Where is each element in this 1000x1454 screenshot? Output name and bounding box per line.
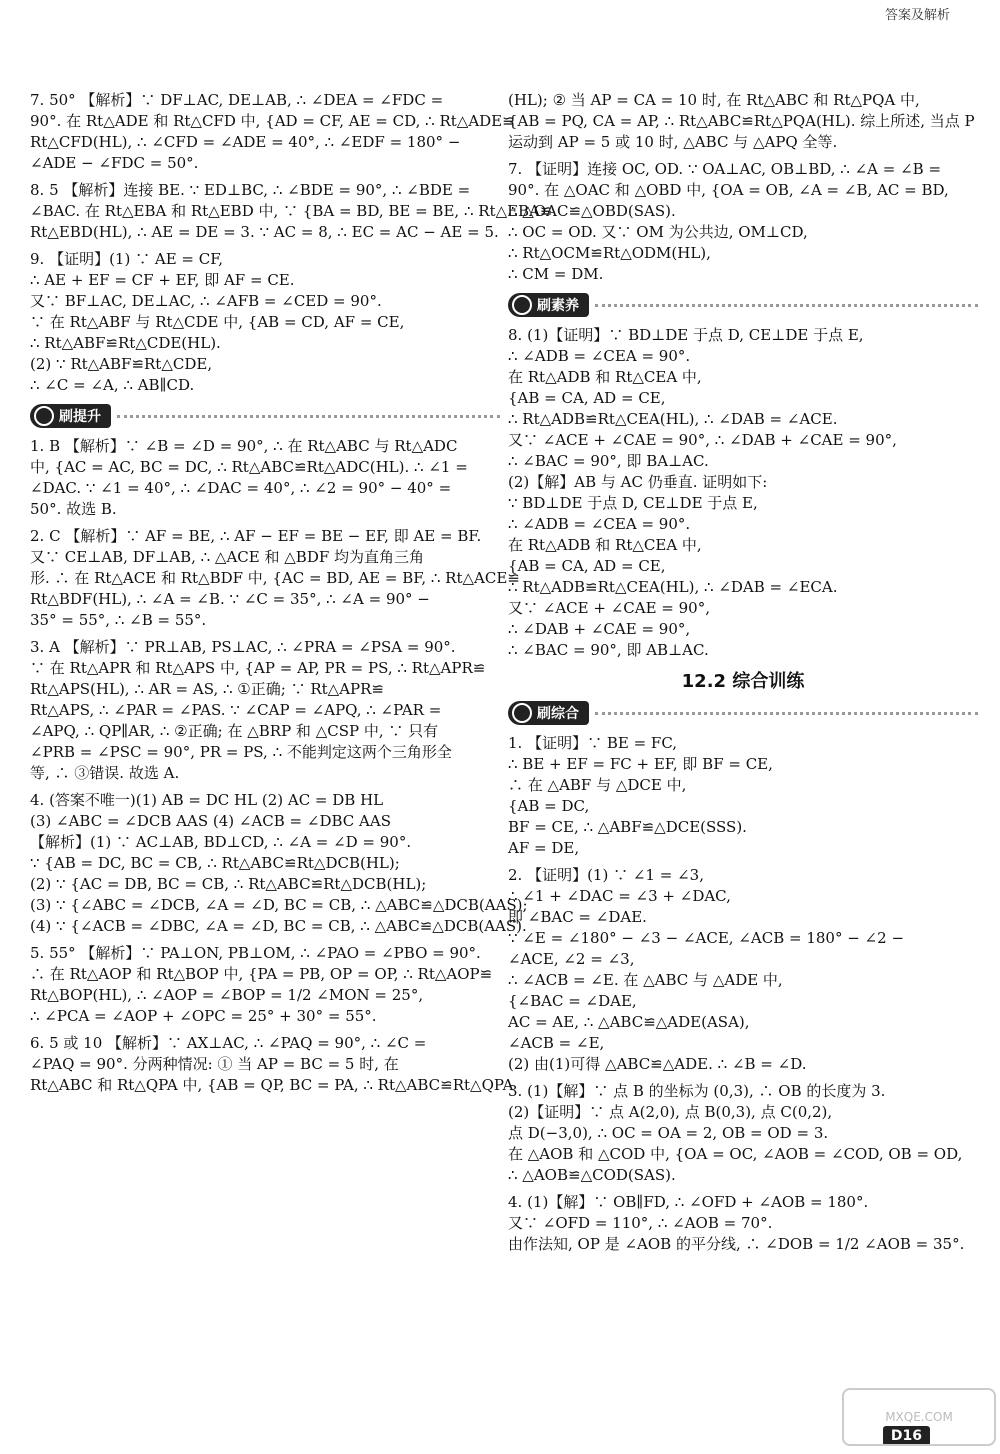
answer-line: 4. (答案不唯一)(1) AB = DC HL (2) AC = DB HL	[30, 791, 384, 809]
answer-line: 在 Rt△ADB 和 Rt△CEA 中,	[508, 368, 702, 386]
answer-line: (3) ∵ {∠ABC = ∠DCB, ∠A = ∠D, BC = CB, ∴ △ABC≌△DCB(AAS);	[30, 896, 528, 914]
answer-line: Rt△ABC 和 Rt△QPA 中, {AB = QP, BC = PA, ∴ Rt△ABC≌Rt△QPA	[30, 1076, 514, 1094]
answer-line: ∴ OC = OD. 又∵ OM 为公共边, OM⊥CD,	[508, 223, 808, 241]
answer-line: ∵ 在 Rt△APR 和 Rt△APS 中, {AP = AP, PR = PS, ∴ Rt△APR≌	[30, 659, 486, 677]
answer-block	[30, 436, 500, 520]
page-header: 答案及解析	[884, 8, 950, 23]
answer-line: ∵ ∠E = ∠180° − ∠3 − ∠ACE, ∠ACB = 180° − ∠2 −	[508, 929, 905, 947]
right-column	[508, 90, 978, 1261]
answer-line: BF = CE, ∴ △ABF≌△DCE(SSS).	[508, 818, 747, 836]
answer-line: ∴ 在 △ABF 与 △DCE 中,	[508, 776, 687, 794]
answer-line: 3. (1)【解】∵ 点 B 的坐标为 (0,3), ∴ OB 的长度为 3.	[508, 1082, 886, 1100]
answer-line: (2) ∵ Rt△ABF≌Rt△CDE,	[30, 355, 213, 373]
section-title: 12.2 综合训练	[681, 671, 805, 692]
answer-line: Rt△APS, ∴ ∠PAR = ∠PAS. ∵ ∠CAP = ∠APQ, ∴ ∠PAR =	[30, 701, 442, 719]
answer-line: 7. 50° 【解析】∵ DF⊥AC, DE⊥AB, ∴ ∠DEA = ∠FDC =	[30, 91, 444, 109]
dotted-divider	[117, 415, 500, 418]
answer-line: {AB = PQ, CA = AP, ∴ Rt△ABC≌Rt△PQA(HL). 综上所述, 当点 P	[508, 112, 975, 130]
answer-line: 4. (1)【解】∵ OB∥FD, ∴ ∠OFD + ∠AOB = 180°.	[508, 1193, 869, 1211]
answer-line: 6. 5 或 10 【解析】∵ AX⊥AC, ∴ ∠PAQ = 90°, ∴ ∠C =	[30, 1034, 427, 1052]
dotted-divider	[595, 712, 978, 715]
answer-line: 9. 【证明】(1) ∵ AE = CF,	[30, 250, 224, 268]
answer-line: Rt△EBD(HL), ∴ AE = DE = 3. ∵ AC = 8, ∴ EC = AC − AE = 5.	[30, 223, 499, 241]
answer-line: 2. 【证明】(1) ∵ ∠1 = ∠3,	[508, 866, 704, 884]
answer-line: 又∵ CE⊥AB, DF⊥AB, ∴ △ACE 和 △BDF 均为直角三角	[30, 548, 425, 566]
section-header	[508, 701, 978, 725]
answer-block	[30, 526, 520, 631]
answer-line: ∴ Rt△ADB≌Rt△CEA(HL), ∴ ∠DAB = ∠ACE.	[508, 410, 838, 428]
answer-line: Rt△BOP(HL), ∴ ∠AOP = ∠BOP = 1/2 ∠MON = 25°,	[30, 986, 424, 1004]
section-badge	[508, 293, 589, 317]
answer-line: ∴ ∠BAC = 90°, 即 BA⊥AC.	[508, 452, 709, 470]
answer-line: Rt△APS(HL), ∴ AR = AS, ∴ ①正确; ∵ Rt△APR≌	[30, 680, 384, 698]
answer-block	[508, 733, 978, 859]
answer-line: ∴ △OAC≌△OBD(SAS).	[508, 202, 676, 220]
pen-icon	[34, 406, 54, 426]
answer-line: AF = DE,	[508, 839, 580, 857]
answer-line: ∴ BE + EF = FC + EF, 即 BF = CE,	[508, 755, 773, 773]
answer-line: (4) ∵ {∠ACB = ∠DBC, ∠A = ∠D, BC = CB, ∴ △ABC≌△DCB(AAS).	[30, 917, 527, 935]
answer-line: 【解析】(1) ∵ AC⊥AB, BD⊥CD, ∴ ∠A = ∠D = 90°.	[30, 833, 412, 851]
answer-line: ∠PAQ = 90°. 分两种情况: ① 当 AP = BC = 5 时, 在	[30, 1055, 399, 1073]
answer-line: ∴ ∠1 + ∠DAC = ∠3 + ∠DAC,	[508, 887, 731, 905]
answer-line: ∴ Rt△ADB≌Rt△CEA(HL), ∴ ∠DAB = ∠ECA.	[508, 578, 838, 596]
answer-line: 在 △AOB 和 △COD 中, {OA = OC, ∠AOB = ∠COD, OB = OD,	[508, 1145, 963, 1163]
answer-line: 35° = 55°, ∴ ∠B = 55°.	[30, 611, 207, 629]
answer-line: 运动到 AP = 5 或 10 时, △ABC 与 △APQ 全等.	[508, 133, 838, 151]
answer-line: 在 Rt△ADB 和 Rt△CEA 中,	[508, 536, 702, 554]
answer-line: 50°. 故选 B.	[30, 500, 117, 518]
answer-block	[30, 1033, 514, 1096]
section-label: 刷提升	[59, 409, 101, 425]
answer-line: ∴ Rt△ABF≌Rt△CDE(HL).	[30, 334, 221, 352]
answer-line: ∠APQ, ∴ QP∥AR, ∴ ②正确; 在 △BRP 和 △CSP 中, ∵ 只有	[30, 722, 439, 740]
answer-line: 3. A 【解析】∵ PR⊥AB, PS⊥AC, ∴ ∠PRA = ∠PSA = 90°.	[30, 638, 456, 656]
answer-line: ∴ Rt△OCM≌Rt△ODM(HL),	[508, 244, 711, 262]
answer-line: (2)【证明】∵ 点 A(2,0), 点 B(0,3), 点 C(0,2),	[508, 1103, 833, 1121]
section-label: 刷综合	[537, 706, 579, 722]
page-number: D16	[883, 1426, 930, 1446]
answer-block	[30, 790, 528, 937]
answer-line: (3) ∠ABC = ∠DCB AAS (4) ∠ACB = ∠DBC AAS	[30, 812, 391, 830]
answer-line: 8. (1)【证明】∵ BD⊥DE 于点 D, CE⊥DE 于点 E,	[508, 326, 864, 344]
answer-line: ∴ ∠PCA = ∠AOP + ∠OPC = 25° + 30° = 55°.	[30, 1007, 377, 1025]
answer-line: (2) ∵ {AC = DB, BC = CB, ∴ Rt△ABC≌Rt△DCB(HL);	[30, 875, 427, 893]
answer-line: 点 D(−3,0), ∴ OC = OA = 2, OB = OD = 3.	[508, 1124, 829, 1142]
dotted-divider	[595, 304, 978, 307]
answer-line: ∴ ∠ACB = ∠E. 在 △ABC 与 △ADE 中,	[508, 971, 783, 989]
pen-icon	[512, 295, 532, 315]
answer-line: 1. B 【解析】∵ ∠B = ∠D = 90°, ∴ 在 Rt△ABC 与 Rt△ADC	[30, 437, 458, 455]
answer-block	[30, 90, 515, 174]
answer-line: {AB = DC,	[508, 797, 590, 815]
answer-line: 90°. 在 △OAC 和 △OBD 中, {OA = OB, ∠A = ∠B, AC = BD,	[508, 181, 949, 199]
answer-block	[508, 1192, 978, 1255]
answer-line: ∵ BD⊥DE 于点 D, CE⊥DE 于点 E,	[508, 494, 758, 512]
answer-line: 形. ∴ 在 Rt△ACE 和 Rt△BDF 中, {AC = BD, AE = BF, ∴ Rt△ACE≌	[30, 569, 520, 587]
answer-block	[508, 1081, 978, 1186]
answer-line: ∴ ∠C = ∠A, ∴ AB∥CD.	[30, 376, 195, 394]
answer-line: 5. 55° 【解析】∵ PA⊥ON, PB⊥OM, ∴ ∠PAO = ∠PBO = 90°.	[30, 944, 481, 962]
answer-block	[30, 180, 553, 243]
answer-line: 中, {AC = AC, BC = DC, ∴ Rt△ABC≌Rt△ADC(HL). ∴ ∠1 =	[30, 458, 468, 476]
answer-line: ∠BAC. 在 Rt△EBA 和 Rt△EBD 中, ∵ {BA = BD, BE = BE, ∴ Rt△EBA≌	[30, 202, 553, 220]
answer-line: 又∵ BF⊥AC, DE⊥AC, ∴ ∠AFB = ∠CED = 90°.	[30, 292, 382, 310]
answer-block	[508, 325, 978, 661]
answer-line: 又∵ ∠ACE + ∠CAE = 90°,	[508, 599, 710, 617]
answer-line: 1. 【证明】∵ BE = FC,	[508, 734, 678, 752]
answer-line: {∠BAC = ∠DAE,	[508, 992, 637, 1010]
answer-line: 即 ∠BAC = ∠DAE.	[508, 908, 647, 926]
answer-line: AC = AE, ∴ △ABC≌△ADE(ASA),	[508, 1013, 750, 1031]
answer-line: (HL); ② 当 AP = CA = 10 时, 在 Rt△ABC 和 Rt△PQA 中,	[508, 91, 920, 109]
answer-line: Rt△BDF(HL), ∴ ∠A = ∠B. ∵ ∠C = 35°, ∴ ∠A = 90° −	[30, 590, 430, 608]
answer-line: 等, ∴ ③错误. 故选 A.	[30, 764, 180, 782]
answer-line: ∴ ∠ADB = ∠CEA = 90°.	[508, 515, 691, 533]
answer-line: ∴ ∠BAC = 90°, 即 AB⊥AC.	[508, 641, 709, 659]
answer-line: (2) 由(1)可得 △ABC≌△ADE. ∴ ∠B = ∠D.	[508, 1055, 807, 1073]
watermark-logo: MXQE.COM	[842, 1388, 996, 1446]
answer-line: (2)【解】AB 与 AC 仍垂直. 证明如下:	[508, 473, 768, 491]
answer-line: 又∵ ∠ACE + ∠CAE = 90°, ∴ ∠DAB + ∠CAE = 90°,	[508, 431, 897, 449]
answer-line: ∴ AE + EF = CF + EF, 即 AF = CE.	[30, 271, 295, 289]
answer-block	[30, 943, 500, 1027]
answer-block	[30, 249, 500, 396]
answer-line: ∠DAC. ∵ ∠1 = 40°, ∴ ∠DAC = 40°, ∴ ∠2 = 90° − 40° =	[30, 479, 452, 497]
answer-block	[30, 637, 500, 784]
answer-block	[508, 865, 978, 1075]
section-badge	[30, 404, 111, 428]
answer-line: 90°. 在 Rt△ADE 和 Rt△CFD 中, {AD = CF, AE = CD, ∴ Rt△ADE≌	[30, 112, 515, 130]
answer-line: ∵ 在 Rt△ABF 与 Rt△CDE 中, {AB = CD, AF = CE,	[30, 313, 405, 331]
answer-line: ∴ △AOB≌△COD(SAS).	[508, 1166, 676, 1184]
answer-line: ∵ {AB = DC, BC = CB, ∴ Rt△ABC≌Rt△DCB(HL);	[30, 854, 400, 872]
section-header	[508, 293, 978, 317]
answer-block	[508, 159, 978, 285]
answer-line: ∴ CM = DM.	[508, 265, 604, 283]
answer-line: 又∵ ∠OFD = 110°, ∴ ∠AOB = 70°.	[508, 1214, 773, 1232]
answer-line: ∠ACE, ∠2 = ∠3,	[508, 950, 635, 968]
section-header	[30, 404, 500, 428]
answer-line: 8. 5 【解析】连接 BE. ∵ ED⊥BC, ∴ ∠BDE = 90°, ∴ ∠BDE =	[30, 181, 471, 199]
answer-line: ∠PRB = ∠PSC = 90°, PR = PS, ∴ 不能判定这两个三角形全	[30, 743, 452, 761]
answer-line: ∠ADE − ∠FDC = 50°.	[30, 154, 199, 172]
answer-line: ∠ACB = ∠E,	[508, 1034, 605, 1052]
answer-line: 2. C 【解析】∵ AF = BE, ∴ AF − EF = BE − EF, 即 AE = BF.	[30, 527, 482, 545]
pen-icon	[512, 703, 532, 723]
answer-line: 7. 【证明】连接 OC, OD. ∵ OA⊥AC, OB⊥BD, ∴ ∠A = ∠B =	[508, 160, 942, 178]
answer-line: {AB = CA, AD = CE,	[508, 389, 666, 407]
answer-line: 由作法知, OP 是 ∠AOB 的平分线, ∴ ∠DOB = 1/2 ∠AOB = 35°.	[508, 1235, 965, 1253]
answer-block	[508, 90, 978, 153]
answer-line: ∴ 在 Rt△AOP 和 Rt△BOP 中, {PA = PB, OP = OP, ∴ Rt△AOP≌	[30, 965, 493, 983]
answer-line: ∴ ∠DAB + ∠CAE = 90°,	[508, 620, 691, 638]
section-badge	[508, 701, 589, 725]
answer-line: ∴ ∠ADB = ∠CEA = 90°.	[508, 347, 691, 365]
answer-line: {AB = CA, AD = CE,	[508, 557, 666, 575]
section-label: 刷素养	[537, 298, 579, 314]
answer-line: Rt△CFD(HL), ∴ ∠CFD = ∠ADE = 40°, ∴ ∠EDF = 180° −	[30, 133, 461, 151]
